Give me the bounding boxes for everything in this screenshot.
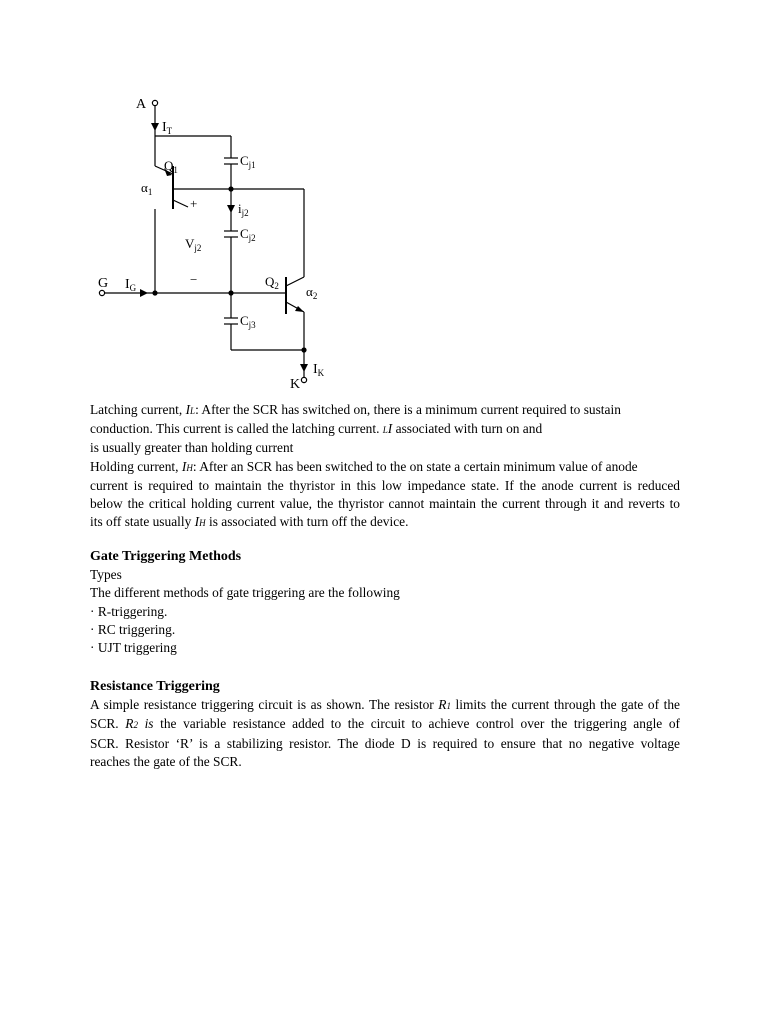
gate-current-arrow bbox=[140, 289, 148, 297]
minus-sign: − bbox=[190, 272, 198, 287]
anode-current-label: $I_T$ bbox=[162, 120, 173, 136]
cathode-label: K bbox=[290, 377, 301, 392]
anode-current-arrow bbox=[151, 123, 159, 131]
cj1-label: $C_{j1}$ bbox=[240, 153, 256, 170]
vj2-label: $V_{j2}$ bbox=[185, 236, 202, 253]
latching-line-3: is usually greater than holding current bbox=[90, 440, 294, 456]
scr-two-transistor-circuit-diagram bbox=[88, 92, 348, 396]
resistance-triggering-section bbox=[90, 678, 680, 771]
resistance-line-2: SCR. R2 is the variable resistance added to the circuit to achieve control over the triggering angle of bbox=[90, 716, 680, 732]
holding-line-2: current is required to maintain the thyristor in this low impedance state. If the anode current is reduced bbox=[90, 477, 680, 493]
anode-label: A bbox=[136, 97, 147, 112]
gate-label: G bbox=[98, 276, 109, 291]
alpha2-label: $\alpha_2$ bbox=[306, 284, 318, 301]
resistance-line-4: reaches the gate of the SCR. bbox=[90, 753, 242, 769]
q2-emitter-arrow bbox=[295, 306, 304, 312]
ij2-current-arrow bbox=[227, 205, 235, 213]
latching-line-2: conduction. This current is called the latching current. LI associated with turn on and bbox=[90, 421, 543, 437]
q1-label: $Q_1$ bbox=[164, 158, 178, 175]
gate-triggering-section bbox=[90, 548, 680, 657]
list-item-rc-triggering: · RC triggering. bbox=[90, 621, 176, 637]
resistance-line-3: SCR. Resistor ‘R’ is a stabilizing resistor. The diode D is required to ensure that no negative voltage bbox=[90, 735, 680, 751]
alpha1-label: $\alpha_1$ bbox=[141, 180, 153, 197]
resistance-line-1: A simple resistance triggering circuit is as shown. The resistor R1 limits the current through the gate of the bbox=[90, 697, 680, 713]
holding-line-4: its off state usually IH is associated with turn off the device. bbox=[90, 514, 409, 530]
latching-holding-block bbox=[90, 401, 680, 532]
holding-line-1: Holding current, IH: After an SCR has been switched to the on state a certain minimum value of anode bbox=[90, 458, 638, 474]
gate-current-label: $I_G$ bbox=[125, 277, 137, 293]
list-item-r-triggering: · R-triggering. bbox=[90, 603, 168, 619]
anode-terminal bbox=[152, 100, 157, 105]
list-item-ujt-triggering: · UJT triggering bbox=[90, 640, 177, 656]
types-label: Types bbox=[90, 567, 122, 583]
gate-triggering-intro: The different methods of gate triggering are the following bbox=[90, 585, 400, 601]
cathode-current-arrow bbox=[300, 364, 308, 372]
plus-sign: + bbox=[190, 196, 198, 211]
q2-label: $Q_2$ bbox=[265, 274, 279, 291]
ij2-label: $i_{j2}$ bbox=[238, 201, 249, 218]
latching-line-1: Latching current, IL: After the SCR has switched on, there is a minimum current required to sustain bbox=[90, 402, 621, 417]
cathode-terminal bbox=[301, 377, 306, 382]
gate-terminal bbox=[99, 290, 104, 295]
holding-line-3: below the critical holding current value, the thyristor cannot maintain the current through it and reverts to bbox=[90, 496, 680, 512]
gate-triggering-heading: Gate Triggering Methods bbox=[90, 549, 242, 564]
cj2-label: $C_{j2}$ bbox=[240, 226, 256, 243]
cj3-label: $C_{j3}$ bbox=[240, 313, 256, 330]
cathode-current-label: $I_K$ bbox=[313, 362, 325, 378]
resistance-triggering-heading: Resistance Triggering bbox=[90, 679, 220, 694]
